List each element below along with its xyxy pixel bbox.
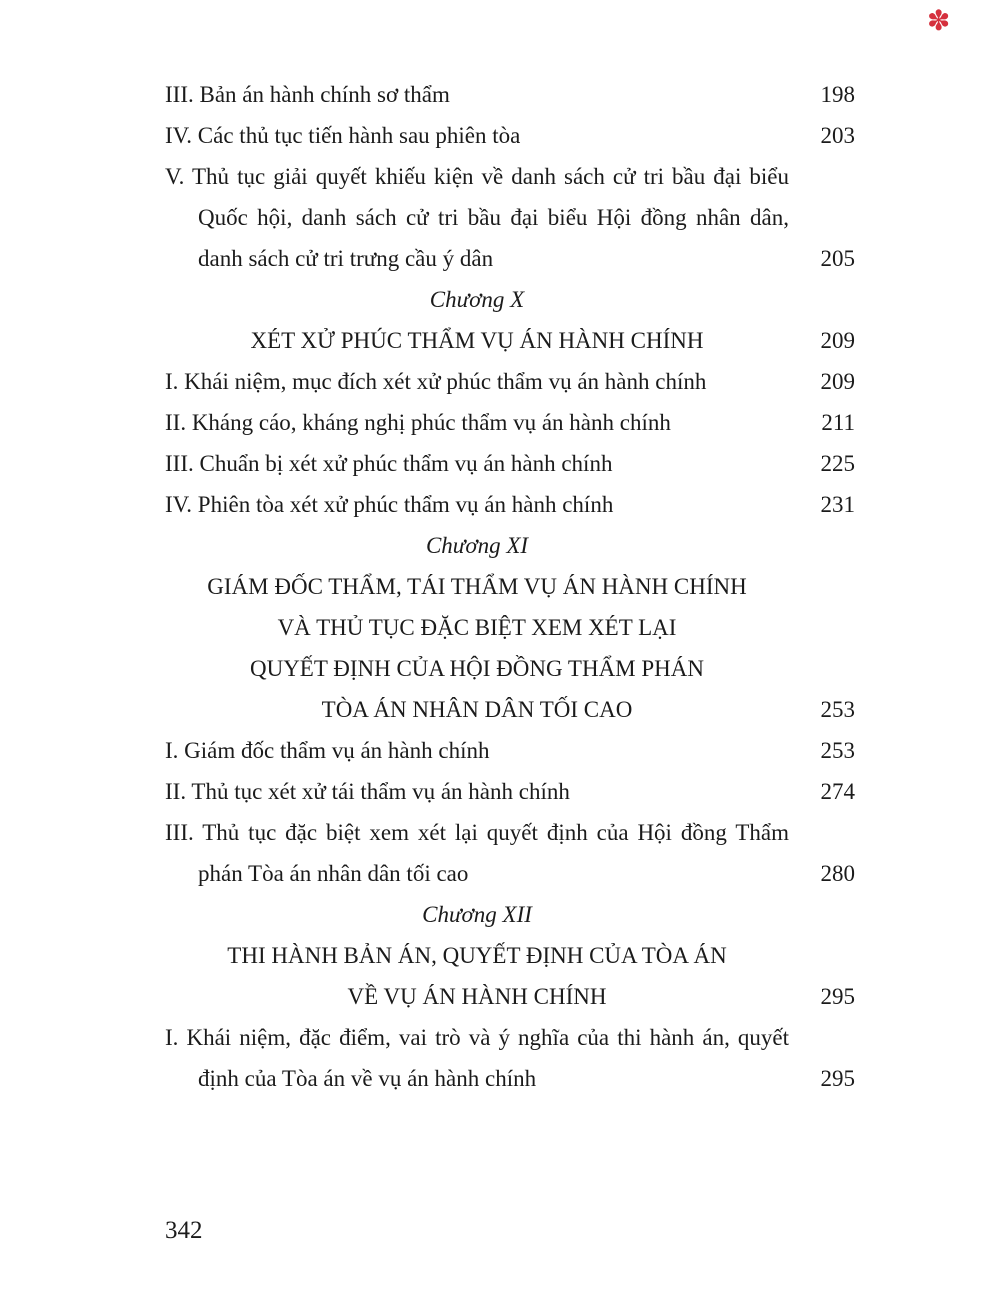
toc-entry-text: V. Thủ tục giải quyết khiếu kiện về danh sách cử tri bầu đại biểu Quốc hội, danh sách cử tri bầu đại biểu Hội đồng nhân dân, danh sách cử tri trưng cầu ý dân [165,164,789,271]
toc-entry-page: 198 [820,82,855,107]
chapter-label: Chương XI [425,533,529,558]
toc-entry-text: III. Chuẩn bị xét xử phúc thẩm vụ án hành chính [165,451,613,476]
toc-entry-page: 295 [820,1066,855,1091]
chapter-title [165,320,797,361]
toc-entry [165,812,855,894]
chapter-title-line: THI HÀNH BẢN ÁN, QUYẾT ĐỊNH CỦA TÒA ÁN [227,943,727,968]
toc-entry-text: IV. Các thủ tục tiến hành sau phiên tòa [165,123,521,148]
folio-page-number: 342 [165,1217,203,1244]
toc-entry [165,771,855,812]
toc-entry-page: 203 [820,123,855,148]
toc-entry-page: 231 [820,492,855,517]
chapter-title-line: VÀ THỦ TỤC ĐẶC BIỆT XEM XÉT LẠI [277,615,677,640]
toc-entry-page: 209 [820,369,855,394]
chapter-label: Chương X [429,287,525,312]
toc-entry [165,1017,855,1099]
toc-entry-page: 280 [820,861,855,886]
toc-entry [165,484,855,525]
toc-entry-text: II. Thủ tục xét xử tái thẩm vụ án hành chính [165,779,570,804]
chapter-title-line: VỀ VỤ ÁN HÀNH CHÍNH [347,984,607,1009]
toc-entry [165,443,855,484]
toc-entry-page: 205 [820,246,855,271]
toc-entry [165,156,855,279]
chapter-title-line: TÒA ÁN NHÂN DÂN TỐI CAO [321,697,633,722]
toc-entry-text: III. Bản án hành chính sơ thẩm [165,82,450,107]
chapter-title-row [165,320,855,361]
toc-entry [165,361,855,402]
toc-entry-page: 225 [820,451,855,476]
toc-entry-page: 253 [820,738,855,763]
chapter-title-line: XÉT XỬ PHÚC THẨM VỤ ÁN HÀNH CHÍNH [250,328,704,353]
toc-entry-text: I. Khái niệm, mục đích xét xử phúc thẩm vụ án hành chính [165,369,707,394]
toc-entry-text: IV. Phiên tòa xét xử phúc thẩm vụ án hành chính [165,492,614,517]
chapter-title-row [165,566,855,730]
chapter-title-page: 209 [820,328,855,353]
flower-asterisk-icon: ✽ [927,4,951,37]
chapter-title-page: 295 [820,984,855,1009]
table-of-contents [165,74,855,1099]
chapter-label: Chương XII [422,902,532,927]
chapter-title-page: 253 [820,697,855,722]
toc-entry-text: II. Kháng cáo, kháng nghị phúc thẩm vụ án hành chính [165,410,671,435]
toc-entry-text: I. Khái niệm, đặc điểm, vai trò và ý nghĩa của thi hành án, quyết định của Tòa án về vụ án hành chính [165,1025,789,1091]
toc-entry-text: III. Thủ tục đặc biệt xem xét lại quyết định của Hội đồng Thẩm phán Tòa án nhân dân tối cao [165,820,789,886]
toc-entry [165,115,855,156]
toc-entry-page: 211 [821,410,855,435]
chapter-title [165,935,797,1017]
chapter-title-line: QUYẾT ĐỊNH CỦA HỘI ĐỒNG THẨM PHÁN [249,656,705,681]
chapter-title-line: GIÁM ĐỐC THẨM, TÁI THẨM VỤ ÁN HÀNH CHÍNH [207,574,747,599]
toc-entry [165,402,855,443]
chapter-title [165,566,797,730]
toc-entry-page: 274 [820,779,855,804]
chapter-title-row [165,935,855,1017]
toc-entry-text: I. Giám đốc thẩm vụ án hành chính [165,738,490,763]
toc-entry [165,74,855,115]
toc-entry [165,730,855,771]
